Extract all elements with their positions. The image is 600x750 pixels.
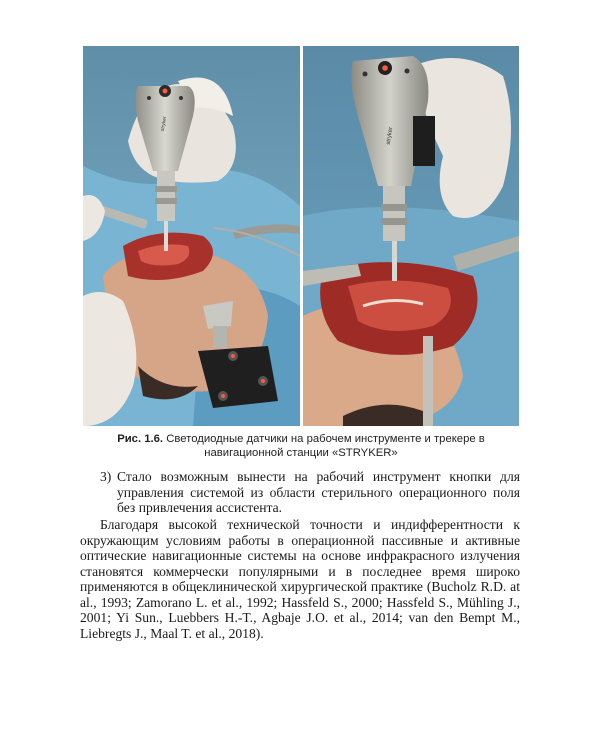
caption-label: Рис. 1.6. [117,433,164,445]
brand-label: stryker [385,126,395,146]
brand-label: stryker [159,115,169,132]
figure-caption [80,432,522,460]
surgical-photo-left [83,46,300,426]
list-item-number: 3) [100,469,112,484]
body-paragraph: Благодаря высокой технической точности и индифферентности к окружающим условиям работы в операционной пассивные и активные оптические навигационные системы на основе инфракрасного излучения становятся коммерчески популярными и в последнее время широко применяются в общеклинической хирургической практике (Bucholz R.D. at al., 1993; Zamorano L. et al., 1992; Hassfeld S., 2000; Hassfeld S., Mühling J., 2001; Yi Sun., Luebbers H.-T., Agbaje J.O. et al., 2014; van den Bempt M., Liebregts J., Maal T. et al., 2018). [80,517,520,641]
caption-text: Светодиодные датчики на рабочем инструменте и трекере в навигационной станции «STRYKER» [163,433,485,459]
list-item-text: Стало возможным вынести на рабочий инструмент кнопки для управления системой из области стерильного операционного поля без привлечения ассистента. [117,469,520,515]
figure [83,46,519,426]
surgical-photo-right [303,46,519,426]
list-item [80,469,520,516]
